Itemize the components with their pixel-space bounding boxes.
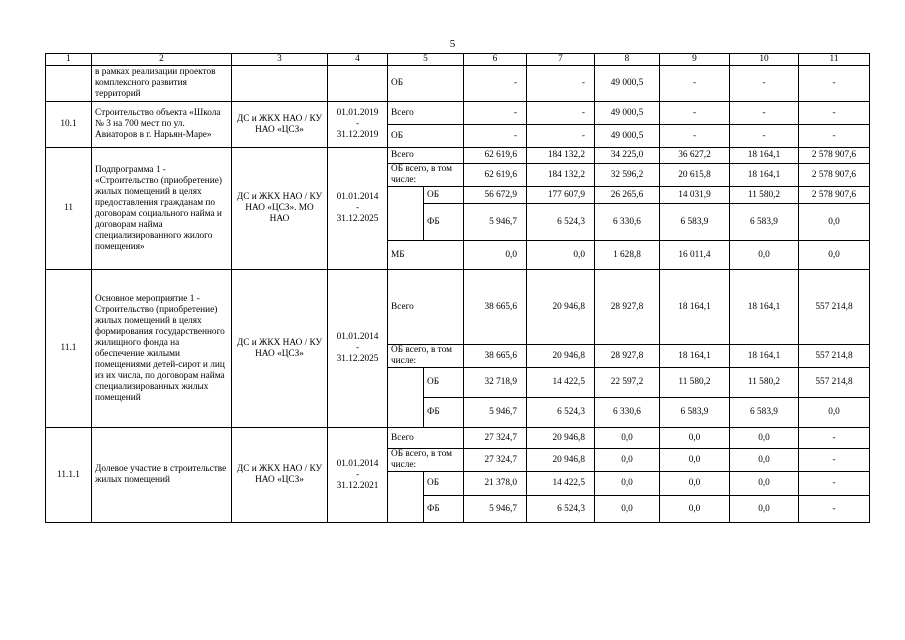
table-row xyxy=(46,148,870,164)
table-row xyxy=(46,102,870,125)
row-title: Долевое участие в строительстве жилых помещений xyxy=(92,428,232,523)
source-spacer-cell xyxy=(388,472,424,523)
value-cell-col8: 1 628,8 xyxy=(595,241,660,270)
value-cell-col8: 49 000,5 xyxy=(595,102,660,125)
value-cell-col11: - xyxy=(799,496,870,523)
period-dash: - xyxy=(355,469,360,480)
header-cell-8: 8 xyxy=(595,54,660,66)
value-cell-col9: 0,0 xyxy=(660,449,730,472)
executor-cell: ДС и ЖКХ НАО / КУ НАО «ЦСЗ». МО НАО xyxy=(232,148,328,270)
table-row xyxy=(46,66,870,102)
value-cell-col10: 11 580,2 xyxy=(730,187,799,204)
executor-cell: ДС и ЖКХ НАО / КУ НАО «ЦСЗ» xyxy=(232,270,328,428)
value-cell-col11: 0,0 xyxy=(799,204,870,241)
header-cell-6: 6 xyxy=(464,54,527,66)
value-cell-col6: 21 378,0 xyxy=(464,472,527,496)
value-cell-col7: - xyxy=(527,66,595,102)
source-cell: МБ xyxy=(388,241,464,270)
value-cell-col9: 20 615,8 xyxy=(660,164,730,187)
source-cell: ФБ xyxy=(424,496,464,523)
value-cell-col9: 0,0 xyxy=(660,496,730,523)
value-cell-col8: 0,0 xyxy=(595,496,660,523)
value-cell-col8: 0,0 xyxy=(595,449,660,472)
header-cell-10: 10 xyxy=(730,54,799,66)
period-start: 01.01.2019 xyxy=(336,108,379,118)
period-start: 01.01.2014 xyxy=(336,458,379,469)
row-title: Строительство объекта «Школа № 3 на 700 мест по ул. Авиаторов в г. Нарьян-Маре» xyxy=(92,102,232,148)
row-number: 11.1 xyxy=(46,270,92,428)
value-cell-col10: 11 580,2 xyxy=(730,368,799,398)
header-row xyxy=(46,54,870,66)
source-spacer-cell xyxy=(388,368,424,428)
value-cell-col8: 49 000,5 xyxy=(595,66,660,102)
value-cell-col8: 0,0 xyxy=(595,472,660,496)
source-cell: ОБ xyxy=(424,187,464,204)
value-cell-col6: 62 619,6 xyxy=(464,148,527,164)
value-cell-col8: 0,0 xyxy=(595,428,660,449)
value-cell-col6: 62 619,6 xyxy=(464,164,527,187)
row-title: Подпрограмма 1 - «Строительство (приобретение) жилых помещений в целях предоставления гражданам по договорам социального найма и договорам найма специализированного жилого помещения» xyxy=(92,148,232,270)
value-cell-col6: 32 718,9 xyxy=(464,368,527,398)
value-cell-col6: 38 665,6 xyxy=(464,270,527,345)
value-cell-col7: 6 524,3 xyxy=(527,496,595,523)
value-cell-col11: 0,0 xyxy=(799,241,870,270)
value-cell-col11: - xyxy=(799,66,870,102)
row-number xyxy=(46,66,92,102)
value-cell-col9: - xyxy=(660,102,730,125)
value-cell-col10: - xyxy=(730,125,799,148)
value-cell-col10: 6 583,9 xyxy=(730,398,799,428)
value-cell-col7: 20 946,8 xyxy=(527,270,595,345)
value-cell-col10: - xyxy=(730,66,799,102)
value-cell-col9: 6 583,9 xyxy=(660,398,730,428)
value-cell-col11: 2 578 907,6 xyxy=(799,148,870,164)
header-cell-11: 11 xyxy=(799,54,870,66)
period-cell xyxy=(328,148,388,270)
executor-cell: ДС и ЖКХ НАО / КУ НАО «ЦСЗ» xyxy=(232,102,328,148)
header-cell-3: 3 xyxy=(232,54,328,66)
value-cell-col9: 18 164,1 xyxy=(660,345,730,368)
row-number: 11.1.1 xyxy=(46,428,92,523)
source-cell: ОБ всего, в том числе: xyxy=(388,449,464,472)
value-cell-col7: 6 524,3 xyxy=(527,398,595,428)
source-cell: ФБ xyxy=(424,204,464,241)
row-title: Основное мероприятие 1 - Строительство (приобретение) жилых помещений в целях формирования государственного жилищного фонда на обеспечение жилыми помещениями детей-сирот и лиц из их числа, по договорам найма специализированных жилых помещений xyxy=(92,270,232,428)
header-cell-5: 5 xyxy=(388,54,464,66)
value-cell-col7: 0,0 xyxy=(527,241,595,270)
source-cell: ОБ всего, в том числе: xyxy=(388,345,464,368)
value-cell-col8: 6 330,6 xyxy=(595,398,660,428)
value-cell-col7: 184 132,2 xyxy=(527,148,595,164)
period-cell xyxy=(328,66,388,102)
row-title: в рамках реализации проектов комплексного развития территорий xyxy=(92,66,232,102)
value-cell-col9: 6 583,9 xyxy=(660,204,730,241)
value-cell-col6: - xyxy=(464,102,527,125)
value-cell-col11: 557 214,8 xyxy=(799,345,870,368)
value-cell-col9: 18 164,1 xyxy=(660,270,730,345)
value-cell-col8: 32 596,2 xyxy=(595,164,660,187)
value-cell-col8: 26 265,6 xyxy=(595,187,660,204)
value-cell-col6: 56 672,9 xyxy=(464,187,527,204)
value-cell-col9: 0,0 xyxy=(660,428,730,449)
value-cell-col9: - xyxy=(660,125,730,148)
program-table xyxy=(45,53,870,523)
source-cell: ОБ xyxy=(424,472,464,496)
value-cell-col11: - xyxy=(799,472,870,496)
source-cell: Всего xyxy=(388,428,464,449)
value-cell-col11: 2 578 907,6 xyxy=(799,164,870,187)
value-cell-col9: 14 031,9 xyxy=(660,187,730,204)
value-cell-col9: 16 011,4 xyxy=(660,241,730,270)
period-dash: - xyxy=(355,119,360,129)
value-cell-col7: 20 946,8 xyxy=(527,428,595,449)
source-cell: ОБ xyxy=(424,368,464,398)
value-cell-col11: - xyxy=(799,102,870,125)
value-cell-col9: - xyxy=(660,66,730,102)
value-cell-col10: 0,0 xyxy=(730,496,799,523)
value-cell-col10: 6 583,9 xyxy=(730,204,799,241)
source-cell: ОБ xyxy=(388,125,464,148)
source-cell: ОБ xyxy=(388,66,464,102)
value-cell-col6: 5 946,7 xyxy=(464,496,527,523)
header-cell-1: 1 xyxy=(46,54,92,66)
value-cell-col10: 0,0 xyxy=(730,449,799,472)
value-cell-col9: 0,0 xyxy=(660,472,730,496)
table-row xyxy=(46,270,870,345)
period-end: 31.12.2025 xyxy=(336,354,379,364)
period-end: 31.12.2019 xyxy=(336,130,379,140)
value-cell-col10: 0,0 xyxy=(730,472,799,496)
period-end: 31.12.2021 xyxy=(336,480,379,491)
value-cell-col9: 36 627,2 xyxy=(660,148,730,164)
value-cell-col10: - xyxy=(730,102,799,125)
source-cell: ФБ xyxy=(424,398,464,428)
value-cell-col8: 28 927,8 xyxy=(595,345,660,368)
value-cell-col11: 0,0 xyxy=(799,398,870,428)
executor-cell xyxy=(232,66,328,102)
header-cell-9: 9 xyxy=(660,54,730,66)
table-row xyxy=(46,428,870,449)
period-start: 01.01.2014 xyxy=(336,192,379,202)
value-cell-col11: - xyxy=(799,125,870,148)
value-cell-col10: 18 164,1 xyxy=(730,164,799,187)
value-cell-col11: - xyxy=(799,449,870,472)
source-cell: ОБ всего, в том числе: xyxy=(388,164,464,187)
source-cell: Всего xyxy=(388,102,464,125)
executor-cell: ДС и ЖКХ НАО / КУ НАО «ЦСЗ» xyxy=(232,428,328,523)
row-number: 10.1 xyxy=(46,102,92,148)
value-cell-col8: 22 597,2 xyxy=(595,368,660,398)
value-cell-col7: 184 132,2 xyxy=(527,164,595,187)
value-cell-col6: 5 946,7 xyxy=(464,204,527,241)
value-cell-col6: 5 946,7 xyxy=(464,398,527,428)
value-cell-col7: 14 422,5 xyxy=(527,472,595,496)
value-cell-col10: 18 164,1 xyxy=(730,148,799,164)
value-cell-col7: 20 946,8 xyxy=(527,345,595,368)
value-cell-col7: 6 524,3 xyxy=(527,204,595,241)
value-cell-col10: 18 164,1 xyxy=(730,345,799,368)
header-cell-2: 2 xyxy=(92,54,232,66)
value-cell-col7: 20 946,8 xyxy=(527,449,595,472)
value-cell-col6: - xyxy=(464,66,527,102)
value-cell-col8: 6 330,6 xyxy=(595,204,660,241)
header-cell-7: 7 xyxy=(527,54,595,66)
value-cell-col6: 27 324,7 xyxy=(464,428,527,449)
source-cell: Всего xyxy=(388,148,464,164)
value-cell-col11: 2 578 907,6 xyxy=(799,187,870,204)
value-cell-col9: 11 580,2 xyxy=(660,368,730,398)
value-cell-col8: 34 225,0 xyxy=(595,148,660,164)
period-start: 01.01.2014 xyxy=(336,332,379,342)
value-cell-col11: 557 214,8 xyxy=(799,270,870,345)
page-number: 5 xyxy=(449,38,456,50)
value-cell-col11: - xyxy=(799,428,870,449)
value-cell-col6: 27 324,7 xyxy=(464,449,527,472)
value-cell-col7: - xyxy=(527,125,595,148)
value-cell-col6: 0,0 xyxy=(464,241,527,270)
value-cell-col7: - xyxy=(527,102,595,125)
period-dash: - xyxy=(355,343,360,353)
value-cell-col7: 14 422,5 xyxy=(527,368,595,398)
value-cell-col6: 38 665,6 xyxy=(464,345,527,368)
value-cell-col10: 0,0 xyxy=(730,428,799,449)
period-end: 31.12.2025 xyxy=(336,214,379,224)
header-cell-4: 4 xyxy=(328,54,388,66)
source-cell: Всего xyxy=(388,270,464,345)
source-spacer-cell xyxy=(388,187,424,241)
value-cell-col10: 0,0 xyxy=(730,241,799,270)
period-cell xyxy=(328,428,388,523)
value-cell-col11: 557 214,8 xyxy=(799,368,870,398)
period-dash: - xyxy=(355,203,360,213)
value-cell-col8: 28 927,8 xyxy=(595,270,660,345)
period-cell xyxy=(328,102,388,148)
value-cell-col6: - xyxy=(464,125,527,148)
value-cell-col8: 49 000,5 xyxy=(595,125,660,148)
row-number: 11 xyxy=(46,148,92,270)
value-cell-col10: 18 164,1 xyxy=(730,270,799,345)
period-cell xyxy=(328,270,388,428)
value-cell-col7: 177 607,9 xyxy=(527,187,595,204)
